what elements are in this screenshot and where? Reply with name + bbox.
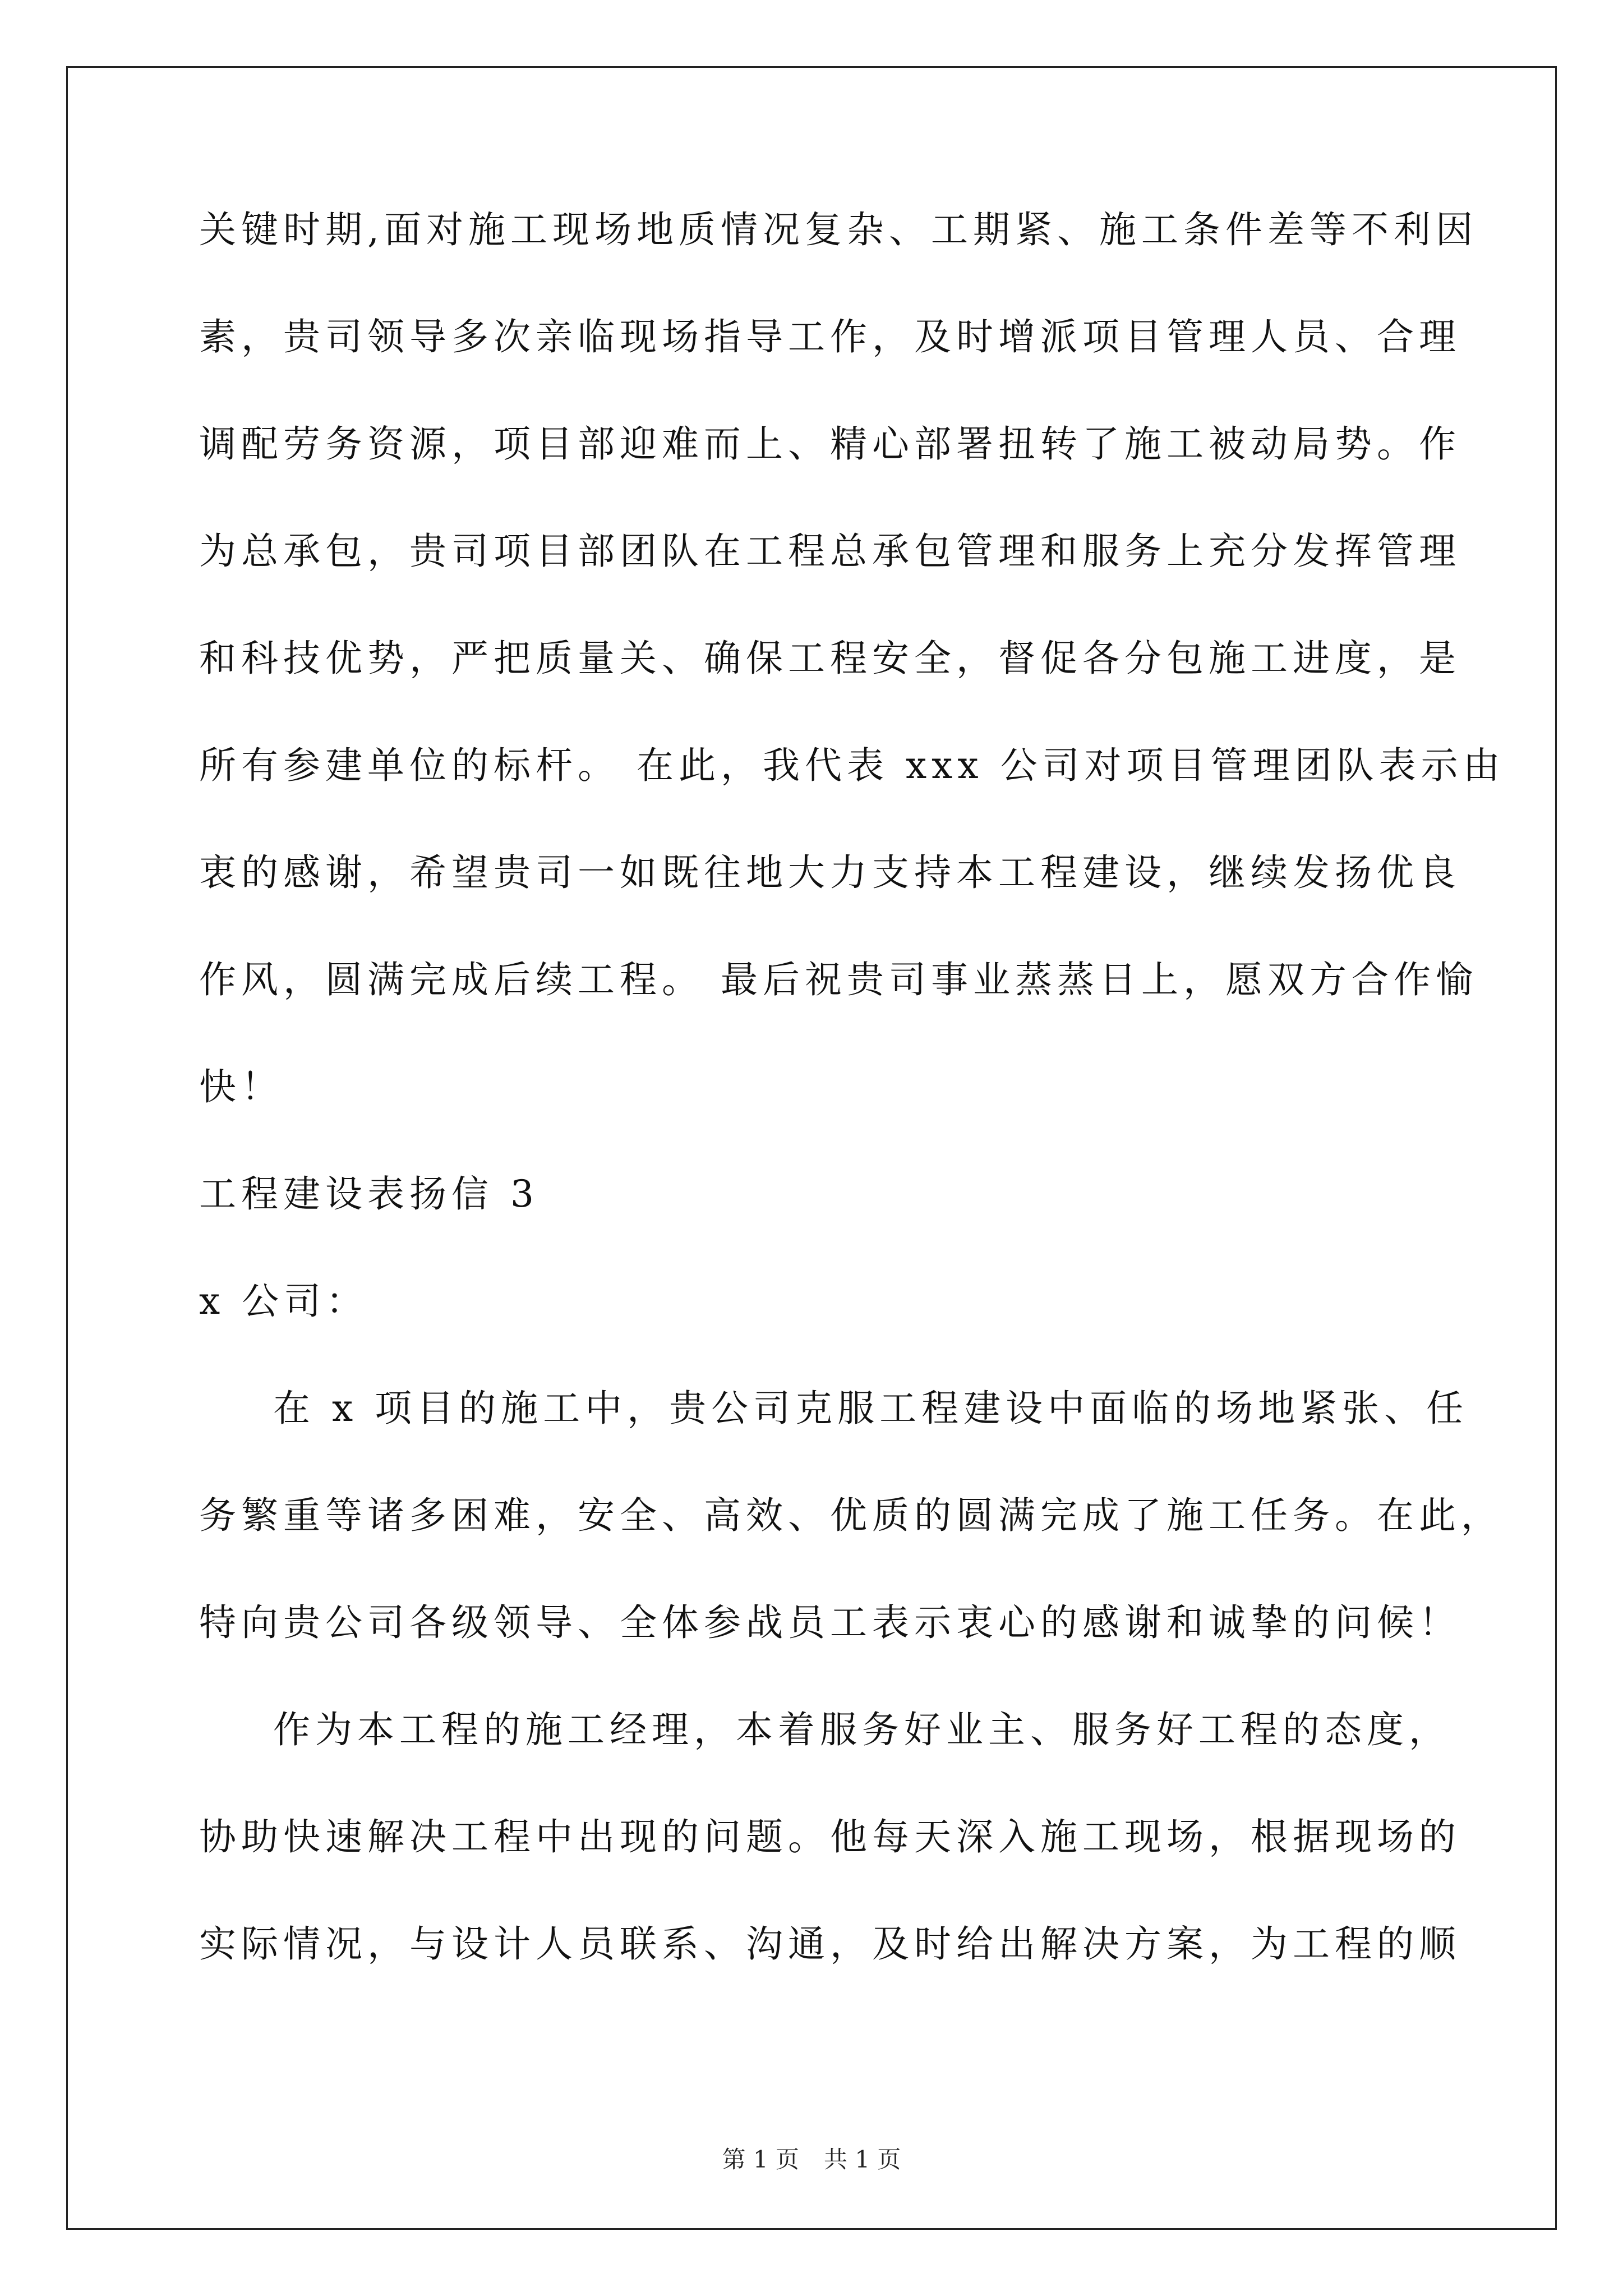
section-title: 工程建设表扬信 3 bbox=[199, 1172, 539, 1216]
paragraph-line: 特向贵公司各级领导、全体参战员工表示衷心的感谢和诚挚的问候！ bbox=[199, 1601, 1461, 1644]
body-line: 和科技优势，严把质量关、确保工程安全，督促各分包施工进度，是 bbox=[199, 637, 1461, 680]
body-line: 调配劳务资源，项目部迎难而上、精心部署扭转了施工被动局势。作 bbox=[199, 422, 1461, 466]
body-line: 所有参建单位的标杆。 在此，我代表 xxx 公司对项目管理团队表示由 bbox=[199, 744, 1505, 787]
page-number-total: 共 1 页 bbox=[824, 2146, 901, 2173]
body-line: 快！ bbox=[199, 1065, 283, 1108]
paragraph-line: 实际情况，与设计人员联系、沟通，及时给出解决方案，为工程的顺 bbox=[199, 1922, 1461, 1966]
paragraph-line: 务繁重等诸多困难，安全、高效、优质的圆满完成了施工任务。在此， bbox=[199, 1494, 1503, 1537]
paragraph-line: 协助快速解决工程中出现的问题。他每天深入施工现场，根据现场的 bbox=[199, 1815, 1461, 1858]
page-footer bbox=[0, 2146, 1623, 2174]
body-line: 作风，圆满完成后续工程。 最后祝贵司事业蒸蒸日上，愿双方合作愉 bbox=[199, 958, 1478, 1001]
body-line: 关键时期,面对施工现场地质情况复杂、工期紧、施工条件差等不利因 bbox=[199, 208, 1478, 251]
salutation: x 公司： bbox=[199, 1280, 368, 1323]
body-line: 衷的感谢，希望贵司一如既往地大力支持本工程建设，继续发扬优良 bbox=[199, 851, 1461, 894]
paragraph-line: 在 x 项目的施工中，贵公司克服工程建设中面临的场地紧张、任 bbox=[273, 1387, 1469, 1430]
body-line: 素，贵司领导多次亲临现场指导工作，及时增派项目管理人员、合理 bbox=[199, 315, 1461, 358]
paragraph-line: 作为本工程的施工经理，本着服务好业主、服务好工程的态度， bbox=[273, 1708, 1451, 1751]
body-line: 为总承包，贵司项目部团队在工程总承包管理和服务上充分发挥管理 bbox=[199, 530, 1461, 573]
page-number-current: 第 1 页 bbox=[722, 2146, 799, 2173]
page-border bbox=[66, 66, 1557, 2230]
